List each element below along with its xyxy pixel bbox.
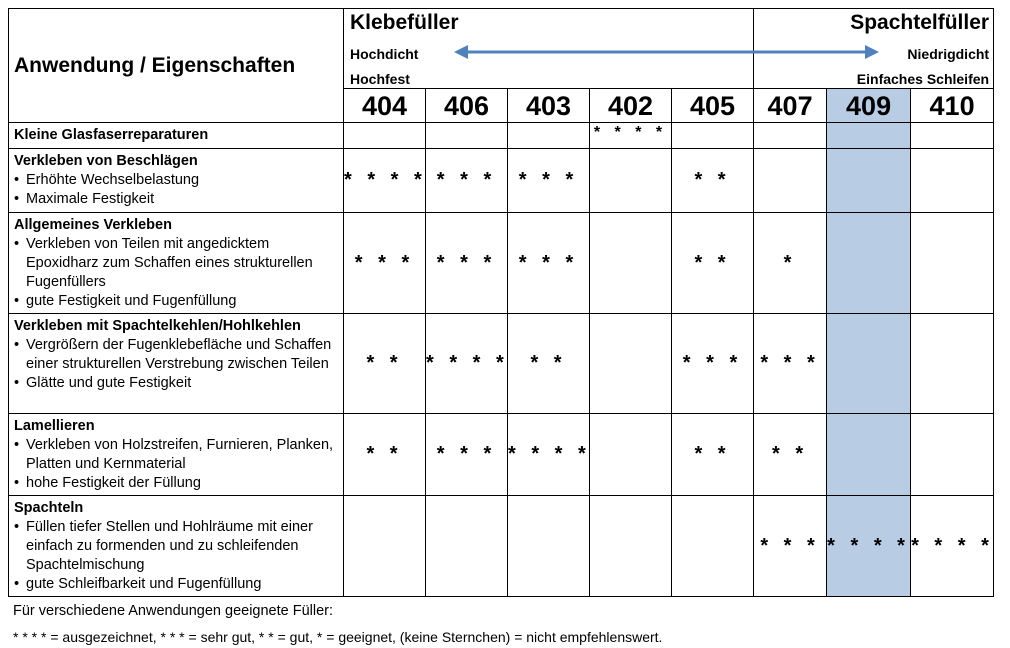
rating-cell [672, 123, 754, 149]
table-row [9, 123, 994, 149]
product-409-header: 409 [827, 89, 911, 123]
rating-cell [508, 496, 590, 597]
bullet-item: • hohe Festigkeit der Füllung [14, 475, 201, 491]
rating-cell [827, 213, 911, 314]
rating-cell [754, 149, 827, 213]
high-density-label: Hochdicht [350, 46, 419, 62]
application-title: Allgemeines Verkleben [14, 217, 172, 233]
product-406-header: 406 [426, 89, 508, 123]
rating-cell: * * [754, 414, 827, 496]
product-405-header: 405 [672, 89, 754, 123]
rating-cell [590, 314, 672, 414]
rating-cell [344, 123, 426, 149]
fairing-filler-label: Spachtelfüller [850, 11, 990, 34]
product-404-header: 404 [344, 89, 426, 123]
adhesive-filler-label: Klebefüller [350, 11, 459, 34]
rating-cell [426, 496, 508, 597]
rating-cell [827, 123, 911, 149]
bullet-item: • Füllen tiefer Stellen und Hohlräume mit einer einfach zu formenden und zu schleifenden Spachtelmischung [14, 519, 313, 573]
low-density-label: Niedrigdicht [907, 46, 990, 62]
table-row [9, 496, 994, 597]
adhesive-filler-group [344, 9, 754, 89]
rating-cell: * * * * [590, 123, 672, 149]
product-410-header: 410 [911, 89, 994, 123]
rating-cell [590, 414, 672, 496]
bullet-item: • Verkleben von Teilen mit angedicktem Epoxidharz zum Schaffen eines strukturellen Fugenfüllers [14, 236, 313, 290]
bullet-item: • Maximale Festigkeit [14, 191, 155, 207]
table-title: Anwendung / Eigenschaften [9, 9, 344, 123]
application-title: Spachteln [14, 500, 84, 516]
rating-cell [911, 213, 994, 314]
application-title: Verkleben von Beschlägen [14, 153, 198, 169]
rating-cell: * * [344, 314, 426, 414]
application-cell [9, 314, 344, 414]
rating-cell: * * * [754, 314, 827, 414]
table-row [9, 213, 994, 314]
rating-cell: * * * [426, 149, 508, 213]
rating-cell [672, 496, 754, 597]
product-403-header: 403 [508, 89, 590, 123]
rating-cell: * * [672, 149, 754, 213]
bullet-item: • gute Schleifbarkeit und Fugenfüllung [14, 576, 262, 592]
rating-cell [754, 123, 827, 149]
filler-table [8, 8, 994, 597]
rating-cell [508, 123, 590, 149]
application-cell [9, 496, 344, 597]
product-407-header: 407 [754, 89, 827, 123]
rating-cell: * * [508, 314, 590, 414]
rating-cell [590, 213, 672, 314]
rating-cell: * [754, 213, 827, 314]
bullet-item: • Erhöhte Wechselbelastung [14, 172, 200, 188]
footer-caption: Für verschiedene Anwendungen geeignete Füller: [13, 603, 334, 619]
application-cell [9, 149, 344, 213]
rating-cell: * * * * [344, 149, 426, 213]
rating-cell: * * [672, 414, 754, 496]
application-cell [9, 213, 344, 314]
rating-cell: * * * [508, 213, 590, 314]
bullet-item: • gute Festigkeit und Fugenfüllung [14, 293, 237, 309]
easy-sanding-label: Einfaches Schleifen [856, 71, 990, 87]
rating-cell [590, 496, 672, 597]
fairing-filler-group [754, 9, 994, 89]
rating-cell [911, 314, 994, 414]
high-strength-label: Hochfest [350, 71, 410, 87]
application-title: Lamellieren [14, 418, 95, 434]
rating-legend: * * * * = ausgezeichnet, * * * = sehr gut, * * = gut, * = geeignet, (keine Sternchen) = nicht empfehlenswert. [13, 629, 663, 645]
bullet-item: • Vergrößern der Fugenklebefläche und Schaffen einer strukturellen Verstrebung zwischen Teilen [14, 337, 332, 372]
rating-cell: * * * [426, 213, 508, 314]
bullet-item: • Glätte und gute Festigkeit [14, 375, 192, 391]
filler-selection-sheet [8, 8, 993, 645]
application-cell [9, 123, 344, 149]
application-title: Verkleben mit Spachtelkehlen/Hohlkehlen [14, 318, 301, 334]
rating-cell [827, 314, 911, 414]
header-row-groups [9, 9, 994, 89]
table-row [9, 149, 994, 213]
rating-cell [911, 123, 994, 149]
rating-cell: * * * [426, 414, 508, 496]
rating-cell: * * * * [827, 496, 911, 597]
rating-cell [344, 496, 426, 597]
rating-cell [911, 149, 994, 213]
bullet-item: • Verkleben von Holzstreifen, Furnieren, Planken, Platten und Kernmaterial [14, 437, 334, 472]
product-402-header: 402 [590, 89, 672, 123]
rating-cell: * * * [508, 149, 590, 213]
rating-cell [590, 149, 672, 213]
rating-cell: * * * * [426, 314, 508, 414]
rating-cell [827, 149, 911, 213]
application-cell [9, 414, 344, 496]
rating-cell: * * * [672, 314, 754, 414]
rating-cell: * * * [344, 213, 426, 314]
rating-cell: * * * [754, 496, 827, 597]
table-row [9, 314, 994, 414]
rating-cell [911, 414, 994, 496]
rating-cell: * * [344, 414, 426, 496]
rating-cell: * * * * [508, 414, 590, 496]
rating-cell: * * [672, 213, 754, 314]
rating-cell [426, 123, 508, 149]
application-title: Kleine Glasfaserreparaturen [14, 127, 209, 143]
table-row [9, 414, 994, 496]
rating-cell: * * * * [911, 496, 994, 597]
rating-cell [827, 414, 911, 496]
